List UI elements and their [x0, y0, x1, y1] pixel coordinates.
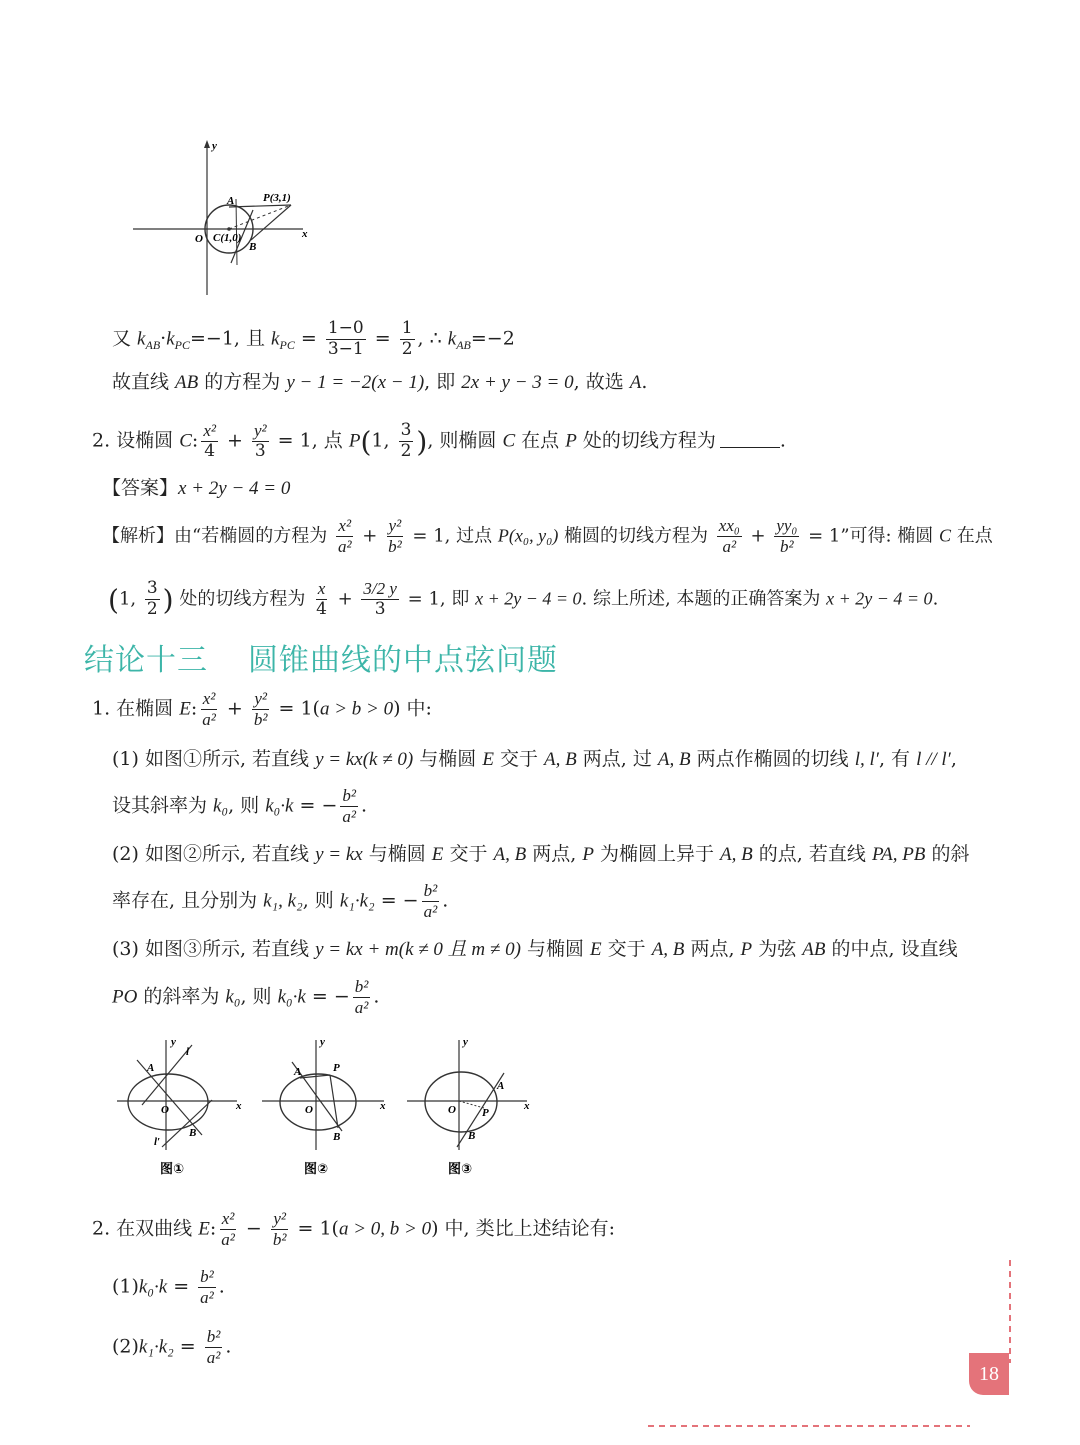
text: 率存在, 且分别为	[112, 889, 264, 912]
point: P(x₀, y₀)	[497, 525, 559, 546]
var: k₀	[213, 795, 229, 817]
text: =−2	[470, 327, 515, 350]
eq: y = kx	[315, 844, 363, 865]
end: .	[641, 371, 648, 393]
answer-line	[102, 479, 290, 498]
lprime-label: l′	[154, 1136, 161, 1148]
fraction	[200, 690, 218, 729]
sub: AB	[456, 338, 471, 353]
text: 的斜率为	[137, 985, 226, 1008]
k: k	[166, 328, 175, 350]
end: .	[442, 889, 449, 912]
figure-3	[407, 1036, 530, 1177]
page-number: 18	[969, 1353, 1009, 1395]
colon: :	[190, 697, 198, 720]
label: (1)	[112, 1275, 139, 1298]
text: 又	[112, 327, 138, 350]
var: A, B	[493, 844, 527, 865]
var: P	[582, 844, 594, 865]
answer-eq: x + 2y − 4 = 0	[178, 478, 291, 499]
statement-1-2a	[112, 845, 969, 864]
text: , 则	[240, 985, 278, 1008]
y-label: y	[320, 1036, 325, 1048]
eq: = −	[305, 985, 350, 1008]
fraction	[201, 422, 218, 461]
caption-2: 图②	[304, 1162, 329, 1177]
text: . 综上所述, 本题的正确答案为	[581, 588, 827, 610]
condition: a > 0, b > 0	[338, 1218, 432, 1240]
text: , 有	[878, 748, 917, 770]
x-label: x	[524, 1100, 530, 1112]
denominator: b²	[253, 709, 268, 729]
text: 交于	[443, 843, 494, 865]
numerator: b²	[206, 1327, 221, 1346]
var: k₁, k₂	[263, 890, 303, 912]
paren: )	[416, 425, 428, 459]
dot: ·	[160, 327, 167, 350]
colon: :	[191, 429, 199, 452]
numerator: b²	[342, 786, 356, 805]
statement-1-2b	[112, 882, 448, 921]
text: , 即	[424, 371, 462, 393]
k: k	[447, 328, 457, 350]
eq: = −	[293, 794, 338, 817]
plus: +	[331, 588, 359, 610]
denominator: 3	[254, 440, 266, 461]
denominator: a²	[337, 536, 352, 556]
text: 1. 在椭圆	[92, 697, 180, 720]
numerator: xx₀	[718, 516, 740, 535]
page-border	[640, 1255, 1080, 1445]
analysis-line-2	[108, 580, 938, 619]
statement-1-1a	[112, 750, 957, 769]
denominator: b²	[272, 1229, 287, 1249]
plus: +	[220, 697, 249, 720]
var: k₀·k	[138, 1276, 168, 1298]
denominator: 4	[204, 440, 216, 461]
numerator: 1−0	[327, 318, 364, 338]
numerator: x²	[221, 1209, 235, 1228]
answer-label: 【答案】	[102, 477, 179, 499]
fraction	[422, 882, 440, 921]
end: .	[779, 429, 786, 452]
paren: (	[360, 425, 372, 459]
var: C	[939, 525, 952, 546]
denominator: 3−1	[327, 338, 364, 359]
fraction	[326, 320, 366, 359]
var: P	[348, 430, 361, 452]
text: 2. 在双曲线	[92, 1217, 199, 1240]
numerator: 3	[400, 420, 412, 440]
analysis-label: 【解析】	[102, 525, 174, 547]
var: AB	[802, 939, 826, 960]
numerator: b²	[423, 881, 438, 900]
o-label: O	[161, 1104, 169, 1116]
tangent-pb	[251, 205, 291, 240]
var: E	[482, 749, 494, 770]
var: P	[565, 430, 577, 452]
text: , ∴	[417, 327, 448, 350]
condition: a > b > 0	[319, 698, 394, 720]
fraction	[145, 580, 160, 619]
fraction	[271, 1210, 289, 1249]
figure-2	[262, 1036, 386, 1177]
text: 为弦	[752, 938, 803, 960]
text: , 故选	[573, 371, 630, 393]
label-a: A	[227, 195, 235, 207]
figure-1	[117, 1036, 242, 1177]
text: 在点	[515, 429, 566, 452]
tangent-pa	[229, 205, 291, 207]
text: (2) 如图②所示, 若直线	[112, 843, 316, 865]
text: 与椭圆	[413, 748, 483, 770]
text: (3) 如图③所示, 若直线	[112, 938, 316, 960]
text: 故直线	[112, 371, 176, 393]
colon: :	[209, 1217, 217, 1240]
eq: =	[167, 1275, 196, 1298]
x-label: x	[236, 1100, 242, 1112]
label-o: O	[195, 233, 203, 245]
fraction	[400, 320, 415, 359]
var: k₀	[225, 986, 241, 1008]
end: .	[218, 1275, 225, 1298]
label-y: y	[212, 140, 217, 152]
answer-blank	[720, 446, 780, 448]
statement-1	[92, 690, 432, 729]
end: .	[225, 1335, 232, 1358]
var: E	[431, 844, 444, 865]
var: A, B	[651, 939, 685, 960]
plus: +	[356, 525, 384, 547]
var: k₀·k	[277, 986, 306, 1008]
end: .	[932, 588, 939, 610]
o-label: O	[305, 1104, 313, 1116]
numerator: y²	[273, 1209, 286, 1228]
ab: AB	[175, 372, 199, 393]
text: 的点, 若直线	[752, 843, 872, 865]
text: 在点	[951, 525, 993, 547]
numerator: x²	[338, 516, 352, 535]
b-label: B	[189, 1127, 197, 1139]
y-label: y	[171, 1036, 176, 1048]
eq: x + 2y − 4 = 0	[475, 588, 582, 609]
fraction	[340, 787, 358, 826]
fraction	[252, 690, 270, 729]
fraction	[198, 1268, 216, 1307]
numerator: x	[317, 579, 326, 598]
denominator: 2	[146, 598, 158, 619]
fraction	[774, 517, 799, 556]
text: =−1, 且	[189, 327, 272, 350]
ellipse-figures	[112, 1035, 542, 1180]
text: 两点,	[526, 843, 583, 865]
denominator: a²	[202, 709, 216, 729]
var: PA, PB	[871, 844, 926, 865]
fraction	[717, 517, 742, 556]
var: PO	[112, 986, 138, 1008]
text: 椭圆的切线方程为	[558, 525, 714, 547]
text: 与椭圆	[362, 843, 432, 865]
text: , 则椭圆	[427, 429, 503, 452]
fraction	[386, 517, 404, 556]
analysis-line-1	[102, 517, 993, 556]
sub: PC	[279, 338, 295, 353]
denominator: a²	[200, 1287, 214, 1307]
numerator: y²	[388, 516, 402, 535]
denominator: 2	[401, 338, 413, 359]
k: k	[137, 328, 146, 350]
text: = 1(	[272, 697, 320, 720]
tangent-figure	[125, 135, 325, 305]
var: k₁·k₂	[339, 890, 375, 912]
eq: =	[368, 327, 397, 350]
b-label: B	[333, 1131, 341, 1143]
text: 两点,	[684, 938, 741, 960]
plus: +	[220, 429, 249, 452]
fraction	[353, 978, 371, 1017]
statement-1-3a	[112, 940, 958, 959]
var: k₁·k₂	[138, 1336, 174, 1358]
denominator: b²	[388, 536, 402, 556]
text: 两点作椭圆的切线	[690, 748, 855, 770]
o-label: O	[448, 1104, 456, 1116]
text: 2. 设椭圆	[92, 429, 180, 452]
text: ) 中:	[393, 697, 432, 720]
k: k	[271, 328, 280, 350]
a-label: A	[147, 1062, 155, 1074]
statement-2	[92, 1210, 615, 1249]
numerator: b²	[200, 1267, 214, 1286]
numerator: yy₀	[776, 516, 798, 535]
fraction	[205, 1328, 223, 1367]
numerator: 1	[401, 318, 413, 338]
denominator: a²	[354, 997, 369, 1017]
y-label: y	[463, 1036, 468, 1048]
b-label: B	[468, 1130, 476, 1142]
statement-2-2	[112, 1328, 231, 1367]
var: E	[198, 1218, 210, 1240]
var: C	[502, 430, 516, 452]
caption-3: 图③	[448, 1162, 473, 1177]
segment-cp	[229, 205, 291, 229]
p-label: P	[333, 1062, 340, 1074]
text: 的方程为	[198, 371, 287, 393]
text: , 则	[228, 794, 266, 817]
text: 与椭圆	[520, 938, 590, 960]
label-c: C(1,0)	[213, 232, 242, 244]
text: = 1, 即	[401, 588, 476, 610]
eq: =	[173, 1335, 202, 1358]
numerator: y²	[254, 689, 267, 708]
denominator: 2	[400, 440, 412, 461]
line-ab-equation	[112, 373, 647, 392]
fraction	[399, 422, 414, 461]
text: 的斜	[925, 843, 970, 865]
text: 设其斜率为	[112, 794, 214, 817]
heading-number: 结论十三	[84, 643, 208, 678]
x-label: x	[380, 1100, 386, 1112]
var: E	[590, 939, 602, 960]
var: A, B	[657, 749, 691, 770]
numerator: b²	[354, 977, 369, 996]
eq: y = kx(k ≠ 0)	[315, 749, 414, 770]
section-heading	[84, 635, 558, 679]
label: (2)	[112, 1335, 139, 1358]
end: ,	[950, 748, 957, 770]
eq: = −	[374, 889, 419, 912]
text: 为椭圆上异于	[593, 843, 721, 865]
denominator: a²	[423, 901, 438, 921]
text: 1,	[118, 588, 142, 610]
a-label: A	[294, 1066, 302, 1078]
fraction	[219, 1210, 237, 1249]
text: 1,	[371, 429, 396, 452]
fraction	[361, 580, 399, 619]
text: 交于	[493, 748, 545, 770]
plus: +	[744, 525, 772, 547]
paren: )	[162, 583, 174, 617]
fraction	[336, 517, 354, 556]
text: 由“若椭圆的方程为	[174, 525, 333, 547]
end: .	[373, 985, 380, 1008]
eq: y − 1 = −2(x − 1)	[286, 372, 425, 393]
statement-1-1b	[112, 787, 367, 826]
fraction	[252, 422, 269, 461]
var: P	[740, 939, 753, 960]
text: = 1”可得: 椭圆	[802, 525, 940, 547]
minus: −	[239, 1217, 268, 1240]
eq: y = kx + m(k ≠ 0 且 m ≠ 0)	[315, 939, 521, 960]
text: 处的切线方程为	[576, 429, 716, 452]
fraction	[314, 580, 329, 619]
numerator: x²	[203, 421, 216, 440]
label-b: B	[249, 241, 257, 253]
eq: x + 2y − 4 = 0	[826, 588, 933, 609]
heading-title: 圆锥曲线的中点弦问题	[248, 643, 558, 678]
numerator: y²	[253, 421, 267, 440]
text: ) 中, 类比上述结论有:	[431, 1217, 616, 1240]
slope-relation-line	[112, 320, 515, 359]
p-label: P	[482, 1107, 489, 1119]
text: 处的切线方程为	[173, 588, 312, 610]
statement-1-3b	[112, 978, 379, 1017]
sub: AB	[145, 338, 161, 353]
denominator: a²	[221, 1229, 235, 1249]
text: = 1, 过点	[406, 525, 498, 547]
label-x: x	[302, 228, 308, 240]
l-label: l	[186, 1046, 190, 1058]
denominator: 3	[374, 598, 386, 619]
text: 的中点, 设直线	[825, 938, 958, 960]
var: A, B	[720, 844, 753, 865]
statement-2-1	[112, 1268, 225, 1307]
numerator: x²	[202, 689, 216, 708]
text: 两点, 过	[576, 748, 658, 770]
eq: =	[294, 327, 323, 350]
sub: PC	[174, 338, 190, 353]
answer: A	[629, 372, 642, 393]
text: (1) 如图①所示, 若直线	[112, 748, 316, 770]
eq: 2x + y − 3 = 0	[461, 372, 574, 393]
text: 交于	[601, 938, 652, 960]
end: .	[360, 794, 368, 817]
denominator: 4	[316, 598, 327, 619]
var: A, B	[544, 749, 577, 770]
denominator: a²	[206, 1347, 221, 1367]
text: = 1(	[291, 1217, 339, 1240]
var: E	[179, 698, 191, 720]
var: l // l′	[916, 749, 951, 770]
var: l, l′	[854, 749, 879, 770]
numerator: 3/2 y	[363, 579, 397, 598]
denominator: a²	[342, 806, 356, 826]
a-label: A	[497, 1080, 505, 1092]
numerator: 3	[146, 578, 158, 598]
text: , 则	[302, 889, 340, 912]
paren: (	[108, 583, 119, 617]
text: = 1, 点	[271, 429, 349, 452]
caption-1: 图①	[160, 1162, 185, 1177]
question-2	[92, 422, 786, 461]
var: k₀·k	[265, 795, 294, 817]
label-p: P(3,1)	[263, 192, 291, 204]
denominator: b²	[780, 536, 794, 556]
denominator: a²	[722, 536, 737, 556]
var: C	[179, 430, 192, 452]
